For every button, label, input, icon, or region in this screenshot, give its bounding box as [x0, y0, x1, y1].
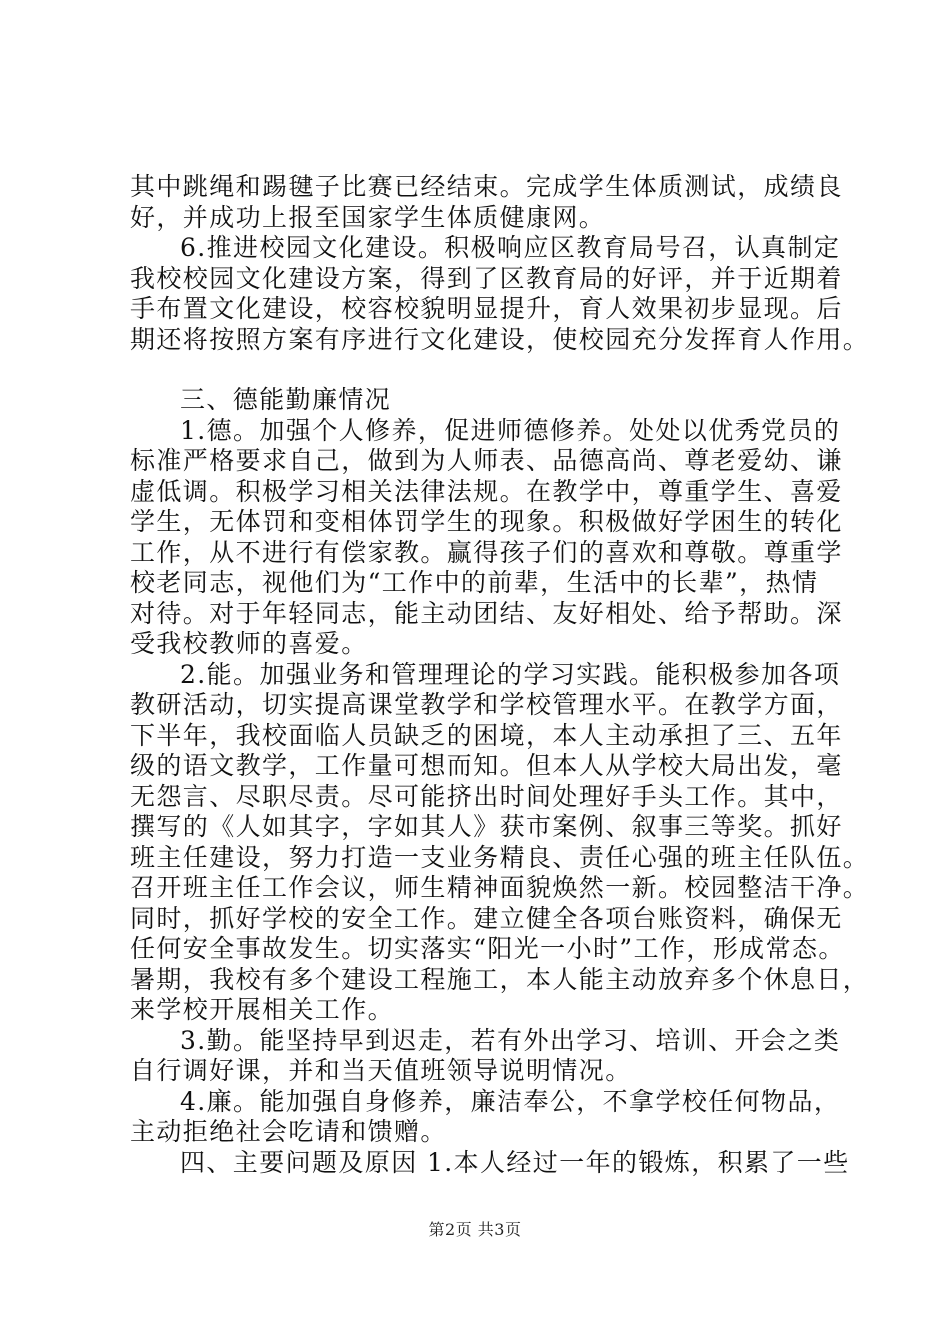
- text-line: 下半年，我校面临人员缺乏的困境，本人主动承担了三、五年: [130, 720, 843, 750]
- text-line: 标准严格要求自己，做到为人师表、品德高尚、尊老爱幼、谦: [130, 446, 843, 475]
- text-line: 好，并成功上报至国家学生体质健康网。: [130, 202, 606, 232]
- text-line: 2.能。加强业务和管理理论的学习实践。能积极参加各项: [180, 659, 841, 689]
- text-line: 自行调好课，并和当天值班领导说明情况。: [130, 1056, 632, 1085]
- paragraph-gap: [130, 355, 870, 385]
- text-line: 其中跳绳和踢毽子比赛已经结束。完成学生体质测试，成绩良: [130, 172, 843, 201]
- text-line: 6.推进校园文化建设。积极响应区教育局号召，认真制定: [180, 233, 841, 262]
- text-line: 我校校园文化建设方案，得到了区教育局的好评，并于近期着: [130, 263, 843, 293]
- document-body: [130, 172, 870, 1178]
- text-line: 来学校开展相关工作。: [130, 995, 395, 1024]
- text-line: 校老同志，视他们为“工作中的前辈，生活中的长辈”，热情: [130, 568, 819, 597]
- text-line: 无怨言、尽职尽责。尽可能挤出时间处理好手头工作。其中，: [130, 781, 843, 811]
- text-line: 1.德。加强个人修养，促进师德修养。处处以优秀党员的: [180, 415, 841, 445]
- page-number-footer: 第2页 共3页: [428, 1220, 522, 1239]
- text-line: 学生，无体罚和变相体罚学生的现象。积极做好学困生的转化: [130, 507, 843, 536]
- text-line: 期还将按照方案有序进行文化建设，使校园充分发挥育人作用。: [130, 324, 870, 354]
- text-line: 受我校教师的喜爱。: [130, 629, 368, 658]
- section-heading: 四、主要问题及原因 1.本人经过一年的锻炼，积累了一些: [180, 1147, 850, 1177]
- text-line: 撰写的《人如其字，字如其人》获市案例、叙事三等奖。抓好: [130, 812, 843, 841]
- text-line: 班主任建设，努力打造一支业务精良、责任心强的班主任队伍。: [130, 842, 870, 872]
- text-line: 召开班主任工作会议，师生精神面貌焕然一新。校园整洁干净。: [130, 873, 870, 902]
- text-line: 任何安全事故发生。切实落实“阳光一小时”工作，形成常态。: [130, 934, 845, 963]
- text-line: 同时，抓好学校的安全工作。建立健全各项台账资料，确保无: [130, 903, 843, 933]
- text-line: 主动拒绝社会吃请和馈赠。: [130, 1117, 447, 1146]
- text-line: 教研活动，切实提高课堂教学和学校管理水平。在教学方面，: [130, 690, 843, 719]
- text-line: 工作，从不进行有偿家教。赢得孩子们的喜欢和尊敬。尊重学: [130, 537, 843, 567]
- text-line: 对待。对于年轻同志，能主动团结、友好相处、给予帮助。深: [130, 598, 843, 628]
- text-line: 4.廉。能加强自身修养，廉洁奉公，不拿学校任何物品，: [180, 1086, 841, 1116]
- text-line: 3.勤。能坚持早到迟走，若有外出学习、培训、开会之类: [180, 1025, 841, 1055]
- text-line: 暑期，我校有多个建设工程施工，本人能主动放弃多个休息日，: [130, 964, 870, 994]
- text-line: 手布置文化建设，校容校貌明显提升，育人效果初步显现。后: [130, 294, 843, 323]
- text-line: 级的语文教学，工作量可想而知。但本人从学校大局出发，毫: [130, 751, 843, 780]
- section-heading: 三、德能勤廉情况: [180, 385, 392, 414]
- text-line: 虚低调。积极学习相关法律法规。在教学中，尊重学生、喜爱: [130, 476, 843, 506]
